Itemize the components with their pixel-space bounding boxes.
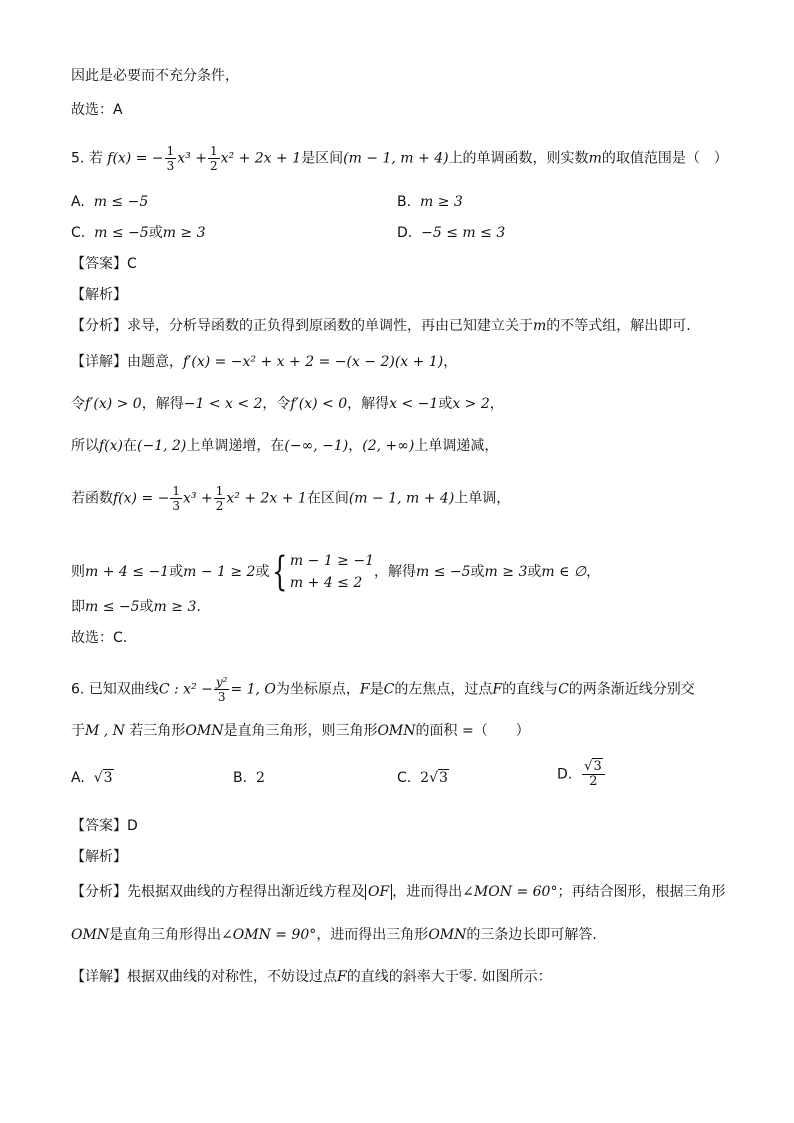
q5-frac1: $\frac{1}{3}$ — [166, 144, 175, 173]
q5-answer — [71, 254, 137, 274]
q5-option-b: B. m ≥ 3 — [397, 194, 463, 210]
q6-fenxi-line2: OMN是直角三角形得出∠OMN = 90°，进而得出三角形OMN的三条边长即可解答. — [71, 927, 597, 943]
q5-option-a: A. m ≤ −5 — [71, 194, 149, 210]
prev-choose: 故选：A — [71, 102, 123, 118]
q6-detail: 【详解】根据双曲线的对称性，不妨设过点F的直线的斜率大于零. 如图所示： — [71, 969, 552, 985]
q5-fenxi: 【分析】求导，分析导函数的正负得到原函数的单调性，再由已知建立关于m的不等式组，解出即可. — [71, 318, 691, 334]
q5-stem-c: 上的单调函数，则实数 — [448, 150, 589, 167]
q5-stem-b: 是区间 — [301, 150, 344, 167]
q5-system: m − 1 ≥ −1 m + 4 ≤ 2 — [289, 553, 374, 591]
q6-option-c: C. 2√3 — [397, 770, 448, 786]
q6-option-d: D. $\frac{√3}{2}$ — [557, 760, 606, 789]
q5-frac2: $\frac{1}{2}$ — [209, 144, 218, 173]
prev-conclusion: 因此是必要而不充分条件， — [71, 68, 239, 84]
q5-cases: 则m + 4 ≤ −1或m − 1 ≥ 2或{ m − 1 ≥ −1 m + 4 ≤ 2 ，解得m ≤ −5或m ≥ 3或m ∈ ∅， — [71, 549, 601, 595]
q6-fenxi-line1: 【分析】先根据双曲线的方程得出渐近线方程及 OF ，进而得出∠MON = 60°；再结合图形，根据三角形 — [71, 884, 726, 900]
q5-option-c: C. m ≤ −5或m ≥ 3 — [71, 225, 206, 241]
q6-stem-line1: 6. 已知双曲线C : x² − $\frac{\text{y²}}{3}$ = 1, O为坐标原点，F是C的左焦点，过点F的直线与C的两条渐近线分别交 — [71, 675, 695, 704]
q6-option-a: A. √3 — [71, 770, 113, 786]
q6-analysis-tag: 【解析】 — [71, 849, 127, 865]
q6-option-b: B. 2 — [233, 770, 265, 786]
q5-choose: 故选：C. — [71, 630, 128, 646]
q5-derivative: f′(x) = −x² + x + 2 = −(x − 2)(x + 1) — [183, 354, 444, 370]
q5-interval: (m − 1, m + 4) — [343, 150, 449, 167]
q5-x3: x³ + — [177, 150, 207, 167]
q5-var: m — [588, 150, 602, 167]
q5-sign-analysis: 令f′(x) > 0，解得−1 < x < 2，令f′(x) < 0，解得x < −1或x > 2， — [71, 396, 504, 412]
q5-result: 即m ≤ −5或m ≥ 3. — [71, 599, 201, 615]
q5-analysis-tag: 【解析】 — [71, 287, 127, 303]
q6-stem-line2: 于M , N 若三角形OMN是直角三角形，则三角形OMN的面积 =（ ） — [71, 723, 530, 739]
q5-condition: 若函数f(x) = − $\frac{1}{3}$ x³ + $\frac{1}{2}$ x² + 2x + 1在区间(m − 1, m + 4)上单调， — [71, 484, 511, 513]
q5-detail: 【详解】由题意，f′(x) = −x² + x + 2 = −(x − 2)(x + 1)， — [71, 354, 458, 370]
q5-stem — [71, 144, 728, 173]
q5-answer-tag: 【答案】 — [71, 256, 127, 272]
q5-rest: x² + 2x + 1 — [220, 150, 302, 167]
q5-stem-a: 若 — [88, 150, 103, 167]
q5-monotonic: 所以f(x)在(−1, 2)上单调递增，在(−∞, −1)，(2, +∞)上单调递减， — [71, 438, 499, 454]
q5-answer-value: C — [127, 256, 137, 272]
q5-stem-d: 的取值范围是（ ） — [601, 150, 728, 167]
q5-number: 5. — [71, 150, 85, 167]
q5-func: f(x) = − — [107, 150, 164, 167]
q6-answer: 【答案】D — [71, 818, 138, 834]
q5-option-d: D. −5 ≤ m ≤ 3 — [397, 225, 506, 241]
left-brace: { — [272, 549, 288, 595]
